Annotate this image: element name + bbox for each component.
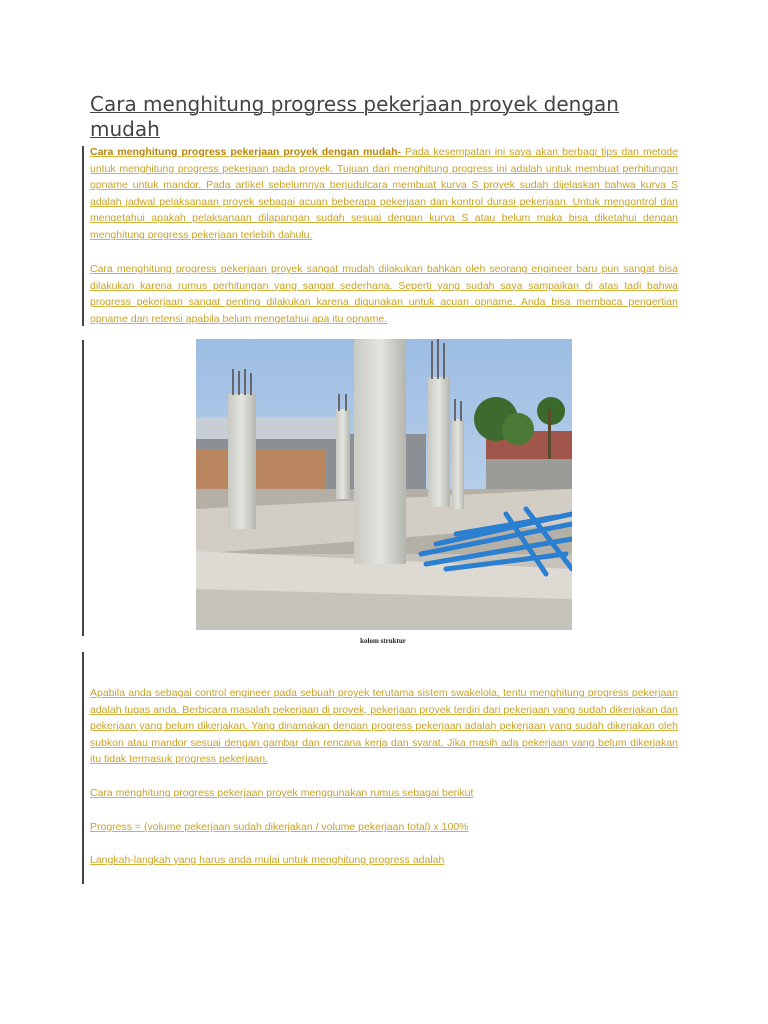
paragraph-intro[interactable]	[90, 144, 678, 244]
intro-body: Pada kesempatan ini saya akan berbagi tips dan metode untuk menghitung progress pekerjaan pada proyek. Tujuan dari menghitung progress ini adalah untuk membuat perhitungan opname untuk mandor. Pada artikel sebelumnya berjudulcara membuat kurva S proyek sudah dijelaskan bahwa kurva S adalah jadwal pelaksanaan proyek sebagai acuan beberapa pekerjaan dan kontrol durasi pekerjaan. Untuk mengontrol dan mengetahui apakah pelaksanaan dilapangan sudah sesuai dengan kurva S atau belum maka bisa diketahui dengan menghitung progress pekerjaan terlebih dahulu.	[90, 146, 678, 241]
paragraph-2[interactable]: Cara menghitung progress pekerjaan proyek sangat mudah dilakukan bahkan oleh seorang engineer baru pun sangat bisa dilakukan karena rumus perhitungan yang sangat sederhana. Seperti yang sudah saya sampaikan di atas tadi bahwa progress pekerjaan sangat penting dilakukan karena digunakan untuk acuan opname. Anda bisa membaca pengertian opname dan retensi apabila belum mengetahui apa itu opname.	[90, 263, 678, 325]
construction-photo-image	[196, 339, 572, 630]
image-caption: kolom struktur	[360, 637, 406, 645]
formula-paragraph[interactable]: Progress = (volume pekerjaan sudah dikerjakan / volume pekerjaan total) x 100%	[90, 821, 469, 833]
paragraph-3[interactable]: Apabila anda sebagai control engineer pada sebuah proyek terutama sistem swakelola, tentu menghitung progress pekerjaan adalah tugas anda. Berbicara masalah pekerjaan di proyek, pekerjaan proyek terdiri dari pekerjaan yang sudah dikerjakan dan pekerjaan yang belum dikerjakan. Yang dinamakan dengan progress pekerjaan adalah pekerjaan yang sudah dikerjakan oleh subkon atau mandor sesuai dengan gambar dan rencana kerja dan syarat. Jika masih ada pekerjaan yang belum dikerjakan itu tidak termasuk progress pekerjaan.	[90, 687, 678, 766]
margin-bar	[82, 652, 84, 884]
paragraph-6[interactable]: Langkah-langkah yang harus anda mulai untuk menghitung progress adalah	[90, 854, 445, 866]
margin-bar	[82, 340, 84, 636]
paragraph-4[interactable]: Cara menghitung progress pekerjaan proyek menggunakan rumus sebagai berikut	[90, 787, 474, 799]
article-title: Cara menghitung progress pekerjaan proyek dengan mudah	[90, 92, 619, 141]
construction-photo	[196, 339, 572, 630]
intro-lead: Cara menghitung progress pekerjaan proyek dengan mudah-	[90, 146, 401, 158]
margin-bar	[82, 146, 84, 326]
